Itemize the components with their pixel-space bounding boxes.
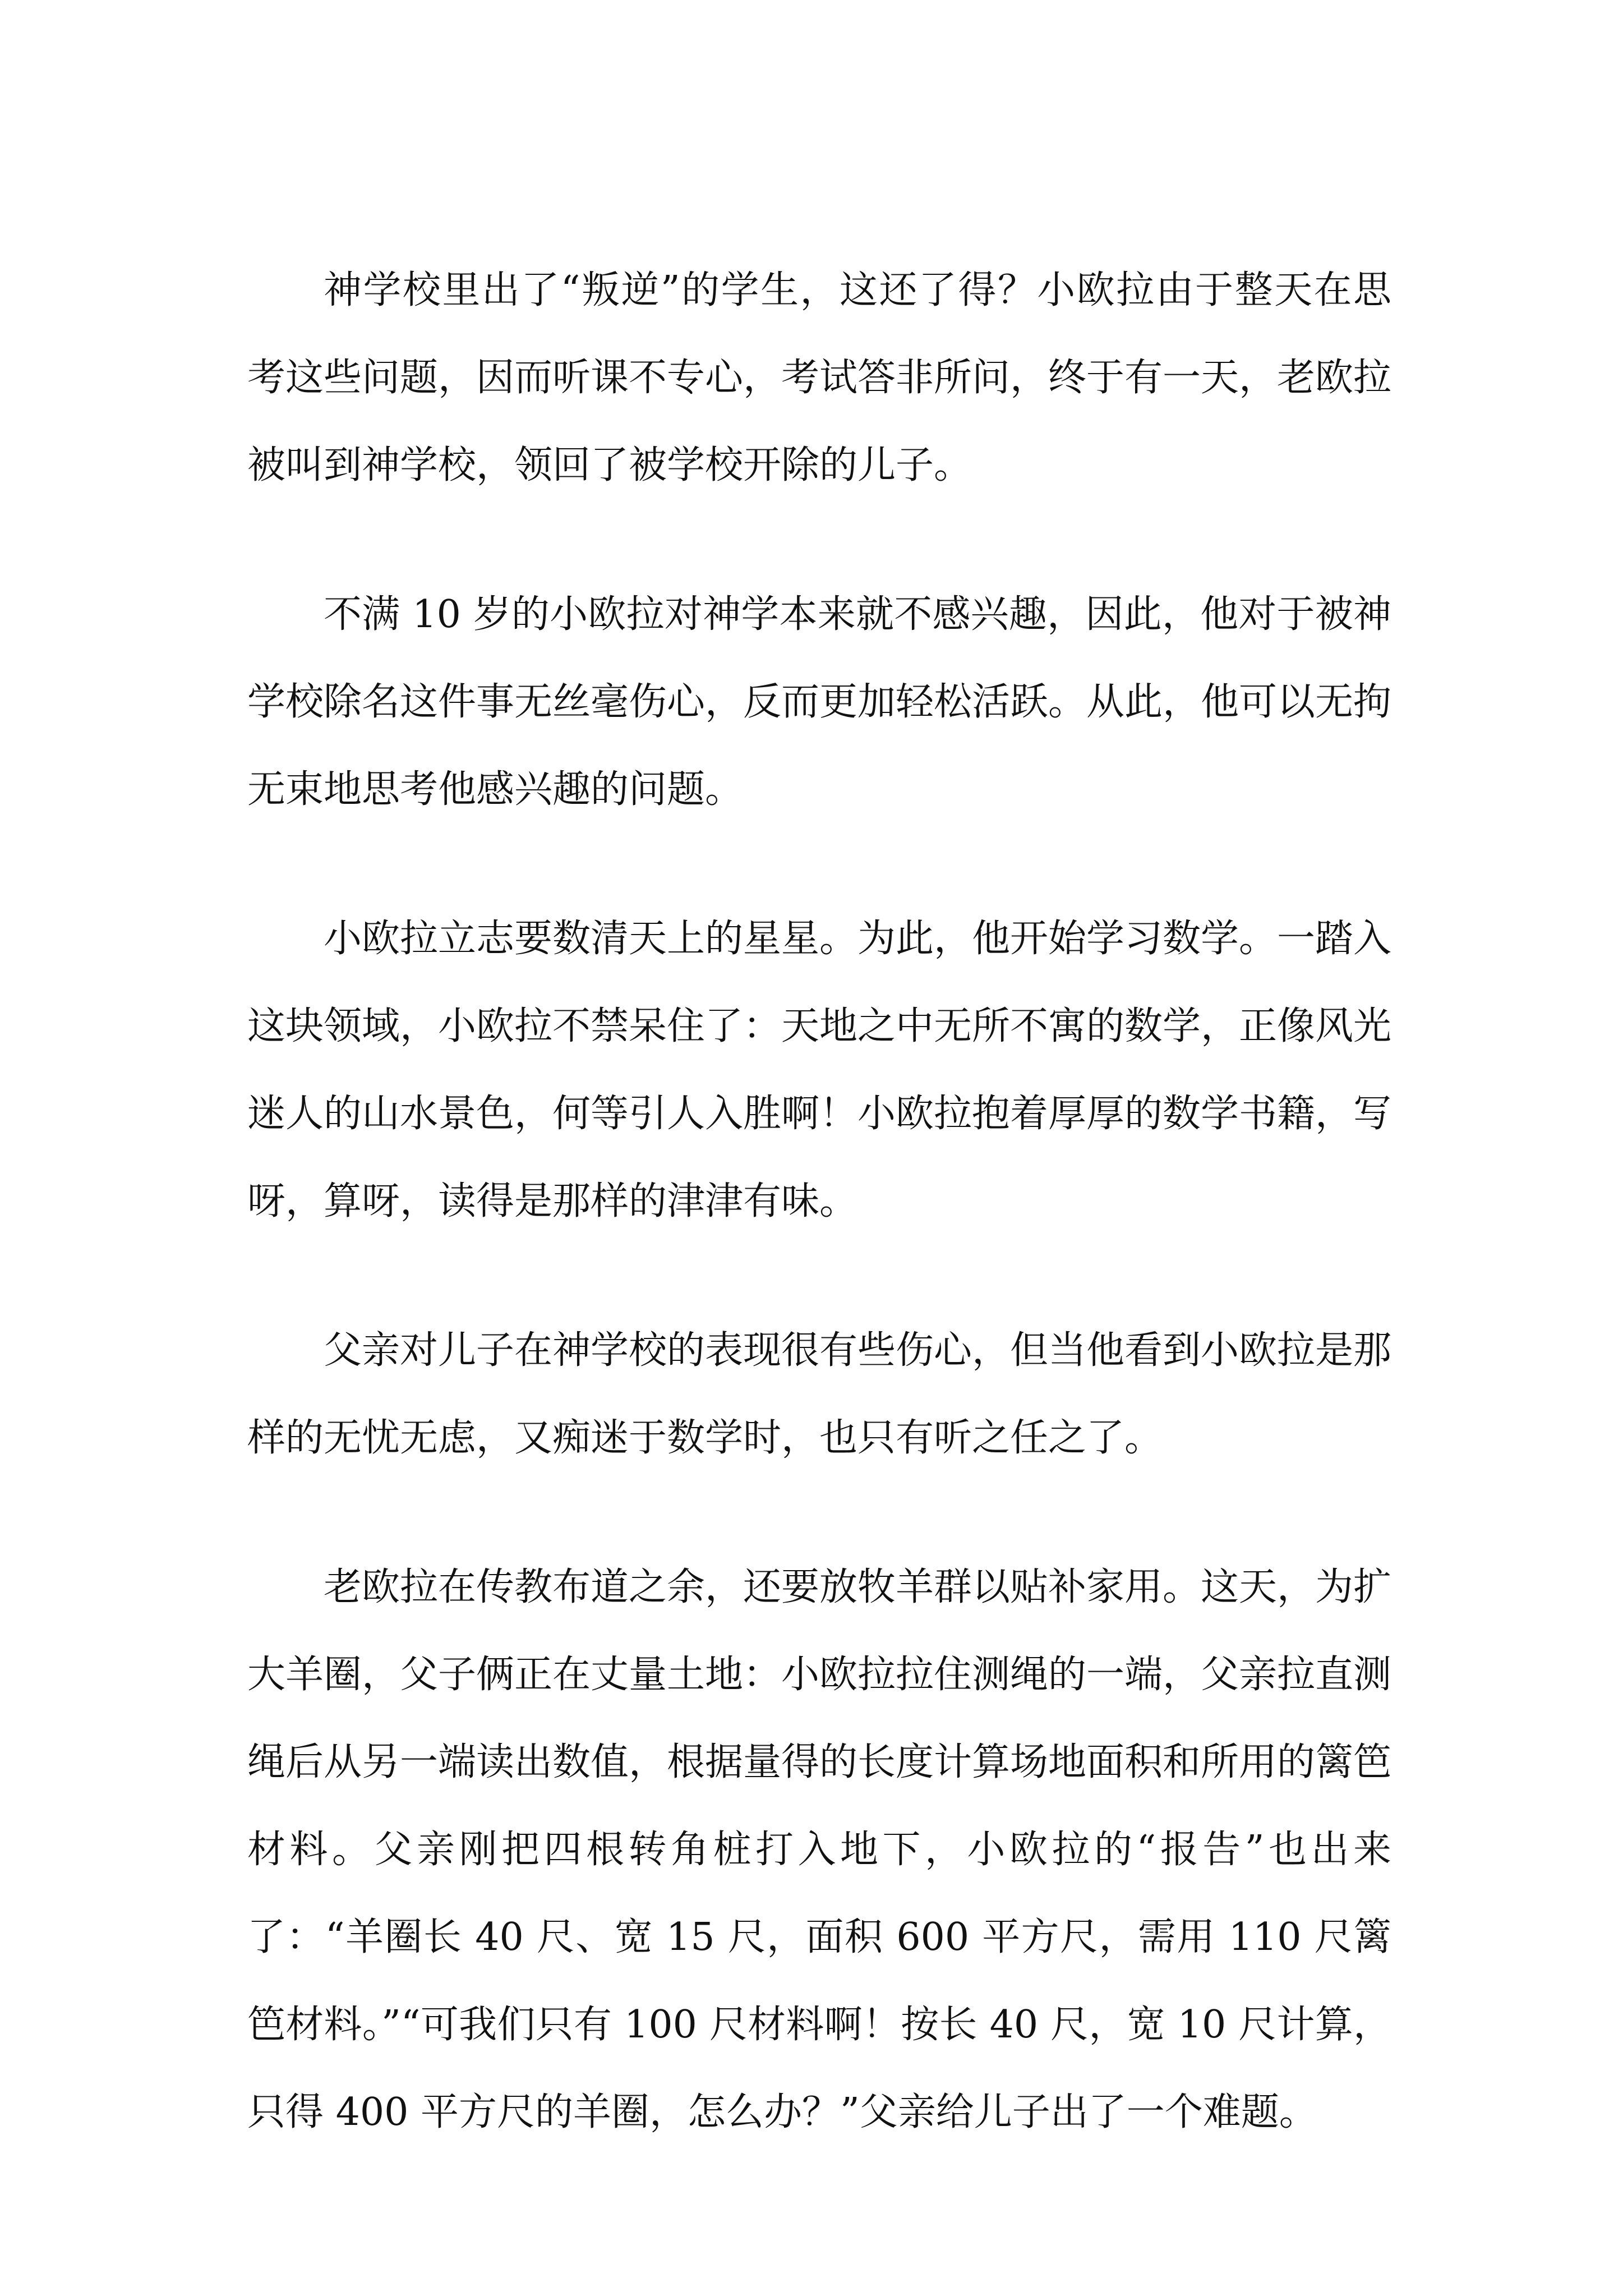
paragraph-5: 老欧拉在传教布道之余，还要放牧羊群以贴补家用。这天，为扩大羊圈，父子俩正在丈量土地：小欧拉拉住测绳的一端，父亲拉直测绳后从另一端读出数值，根据量得的长度计算场地面积和所用的篱笆材料。父亲刚把四根转角桩打入地下，小欧拉的“报告”也出来了：“羊圈长 40 尺、宽 15 尺，面积 600 平方尺，需用 110 尺篱笆材料。”“可我们只有 100 尺材料啊！按长 40 尺，宽 10 尺计算，只得 400 平方尺的羊圈，怎么办？”父亲给儿子出了一个难题。 — [247, 1565, 1392, 2134]
paragraph-3: 小欧拉立志要数清天上的星星。为此，他开始学习数学。一踏入这块领域，小欧拉不禁呆住了：天地之中无所不寓的数学，正像风光迷人的山水景色，何等引人入胜啊！小欧拉抱着厚厚的数学书籍，写呀，算呀，读得是那样的津津有味。 — [247, 917, 1392, 1223]
paragraph-2: 不满 10 岁的小欧拉对神学本来就不感兴趣，因此，他对于被神学校除名这件事无丝毫伤心，反而更加轻松活跃。从此，他可以无拘无束地思考他感兴趣的问题。 — [247, 592, 1392, 812]
paragraph-4: 父亲对儿子在神学校的表现很有些伤心，但当他看到小欧拉是那样的无忧无虑，又痴迷于数学时，也只有听之任之了。 — [247, 1328, 1392, 1460]
paragraph-1: 神学校里出了“叛逆”的学生，这还了得？小欧拉由于整天在思考这些问题，因而听课不专心，考试答非所问，终于有一天，老欧拉被叫到神学校，领回了被学校开除的儿子。 — [247, 268, 1392, 487]
